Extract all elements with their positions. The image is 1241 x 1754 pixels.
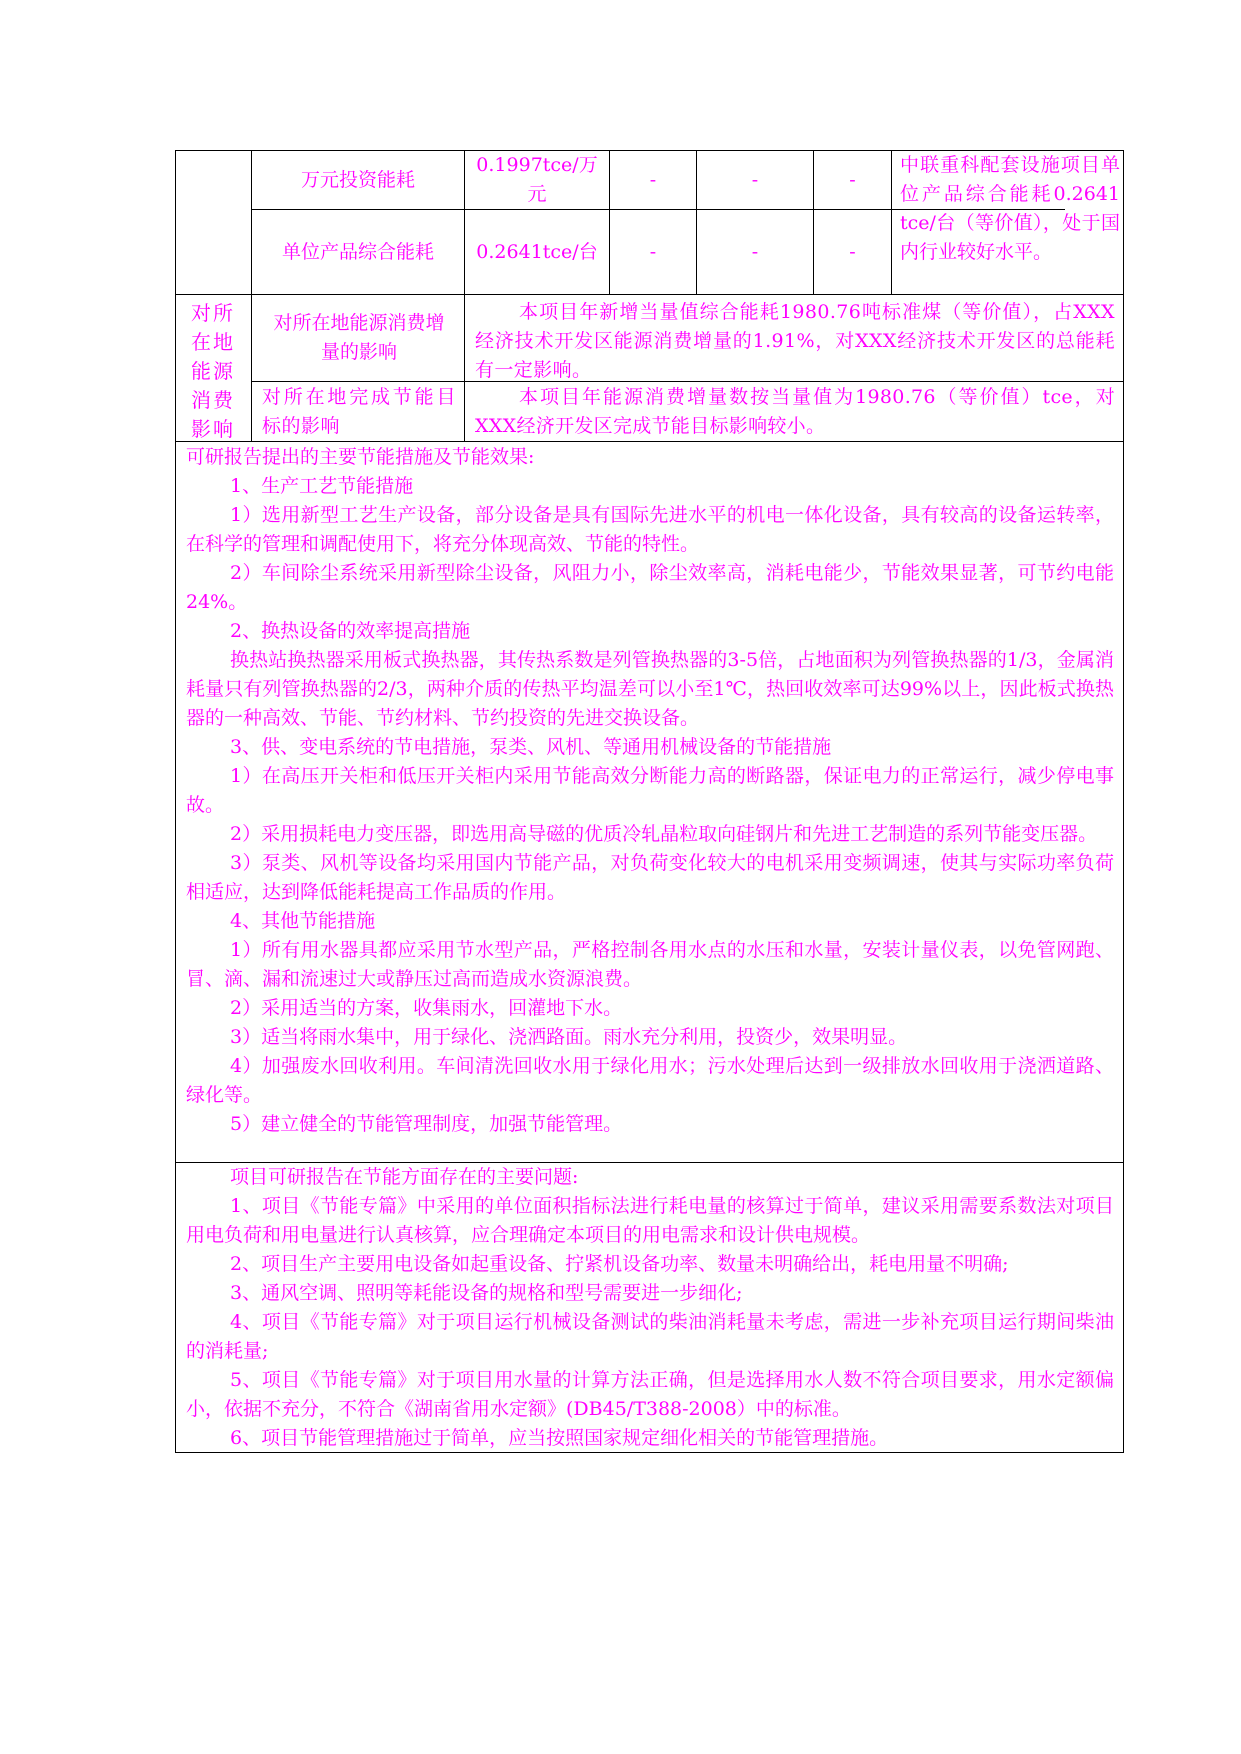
col-divider xyxy=(891,151,892,294)
problem-paragraph: 6、项目节能管理措施过于简单，应当按照国家规定细化相关的节能管理措施。 xyxy=(230,1427,889,1449)
problem-paragraph: 4、项目《节能专篇》对于项目运行机械设备测试的柴油消耗量未考虑，需进一步补充项目运行期间柴油的消耗量; xyxy=(186,1311,1114,1362)
measure-paragraph: 4）加强废水回收利用。车间清洗回收水用于绿化用水；污水处理后达到一级排放水回收用于浇洒道路、绿化等。 xyxy=(186,1055,1114,1106)
impact-left-label: 对所在地能源消费影响 xyxy=(191,301,235,441)
measures-heading: 可研报告提出的主要节能措施及节能效果: xyxy=(186,446,535,468)
measure-paragraph: 3、供、变电系统的节电措施，泵类、风机、等通用机械设备的节能措施 xyxy=(230,736,832,758)
measures-list xyxy=(186,472,1114,1139)
unit-product-energy-label: 单位产品综合能耗 xyxy=(281,240,434,263)
remark-cell: 中联重科配套设施项目单位产品综合能耗0.2641 tce/台（等价值），处于国内行业较好水平。 xyxy=(900,154,1120,263)
measure-paragraph: 1）选用新型工艺生产设备，部分设备是具有国际先进水平的机电一体化设备，具有较高的设备运转率，在科学的管理和调配使用下，将充分体现高效、节能的特性。 xyxy=(186,504,1114,555)
problem-paragraph: 5、项目《节能专篇》对于项目用水量的计算方法正确，但是选择用水人数不符合项目要求，用水定额偏小，依据不充分，不符合《湖南省用水定额》(DB45/T388-2008）中的标准。 xyxy=(186,1369,1114,1420)
problems-section xyxy=(186,1163,1114,1453)
measure-paragraph: 1）在高压开关柜和低压开关柜内采用节能高效分断能力高的断路器，保证电力的正常运行，减少停电事故。 xyxy=(186,765,1114,816)
measure-paragraph: 1）所有用水器具都应采用节水型产品，严格控制各用水点的水压和水量，安装计量仪表，以免管网跑、冒、滴、漏和流速过大或静压过高而造成水资源浪费。 xyxy=(186,939,1114,990)
unit-product-energy-value: 0.2641tce/台 xyxy=(476,240,598,263)
investment-energy-col2: - xyxy=(751,168,759,191)
measure-paragraph: 2、换热设备的效率提高措施 xyxy=(230,620,471,642)
measure-paragraph: 2）采用适当的方案，收集雨水，回灌地下水。 xyxy=(230,997,623,1019)
measure-paragraph: 3）适当将雨水集中，用于绿化、浇洒路面。雨水充分利用，投资少，效果明显。 xyxy=(230,1026,908,1048)
problems-list xyxy=(186,1192,1114,1453)
investment-energy-label: 万元投资能耗 xyxy=(300,168,415,191)
target-impact-text: 本项目年能源消费增量数按当量值为1980.76（等价值）tce，对XXX经济开发区完成节能目标影响较小。 xyxy=(475,386,1115,437)
measure-paragraph: 3）泵类、风机等设备均采用国内节能产品，对负荷变化较大的电机采用变频调速，使其与实际功率负荷相适应，达到降低能耗提高工作品质的作用。 xyxy=(186,852,1114,903)
problem-paragraph: 3、通风空调、照明等耗能设备的规格和型号需要进一步细化; xyxy=(230,1282,743,1304)
measures-section xyxy=(186,443,1114,1139)
investment-energy-col3: - xyxy=(849,168,856,191)
row-divider xyxy=(176,441,1123,442)
measure-paragraph: 1、生产工艺节能措施 xyxy=(230,475,414,497)
consumption-impact-label: 对所在地能源消费增量的影响 xyxy=(273,312,445,363)
unit-product-energy-col3: - xyxy=(849,240,856,263)
measure-paragraph: 2）采用损耗电力变压器，即选用高导磁的优质冷轧晶粒取向硅钢片和先进工艺制造的系列节能变压器。 xyxy=(230,823,1098,845)
investment-energy-col1: - xyxy=(649,168,657,191)
measure-paragraph: 2）车间除尘系统采用新型除尘设备，风阻力小，除尘效率高，消耗电能少，节能效果显著，可节约电能24%。 xyxy=(186,562,1114,613)
problem-paragraph: 1、项目《节能专篇》中采用的单位面积指标法进行耗电量的核算过于简单，建议采用需要系数法对项目用电负荷和用电量进行认真核算，应合理确定本项目的用电需求和设计供电规模。 xyxy=(186,1195,1114,1246)
problem-paragraph: 2、项目生产主要用电设备如起重设备、拧紧机设备功率、数量未明确给出，耗电用量不明确; xyxy=(230,1253,1009,1275)
energy-assessment-table xyxy=(175,150,1124,1453)
consumption-impact-text: 本项目年新增当量值综合能耗1980.76吨标准煤（等价值），占XXX经济技术开发区能源消费增量的1.91%，对XXX经济技术开发区的总能耗有一定影响。 xyxy=(475,301,1115,381)
unit-product-energy-col2: - xyxy=(751,240,759,263)
investment-energy-value: 0.1997tce/万元 xyxy=(476,154,598,205)
measure-paragraph: 5）建立健全的节能管理制度，加强节能管理。 xyxy=(230,1113,623,1135)
unit-product-energy-col1: - xyxy=(649,240,657,263)
problems-heading: 项目可研报告在节能方面存在的主要问题: xyxy=(230,1166,579,1188)
measure-paragraph: 换热站换热器采用板式换热器，其传热系数是列管换热器的3-5倍，占地面积为列管换热器的1/3，金属消耗量只有列管换热器的2/3，两种介质的传热平均温差可以小至1℃，热回收效率可达99%以上，因此板式换热器的一种高效、节能、节约材料、节约投资的先进交换设备。 xyxy=(186,649,1114,729)
measure-paragraph: 4、其他节能措施 xyxy=(230,910,376,932)
target-impact-label: 对所在地完成节能目标的影响 xyxy=(262,386,456,437)
